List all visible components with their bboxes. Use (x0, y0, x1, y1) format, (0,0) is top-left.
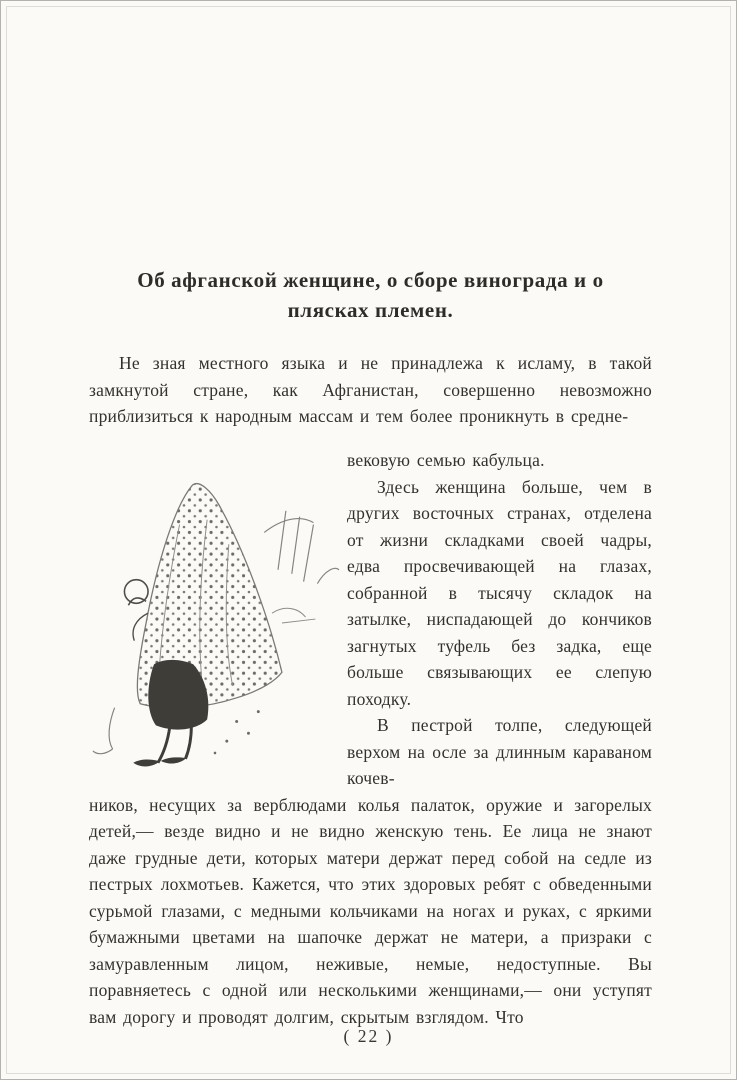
veiled-woman-sketch-icon (89, 473, 341, 773)
illustration (89, 447, 341, 773)
body-text (89, 350, 652, 1030)
page-content (89, 265, 652, 1048)
paragraph-3-start: В пестрой толпе, следующей верхом на осле за длинным караваном кочев- (347, 715, 652, 788)
wrapped-text-column (347, 447, 652, 792)
page-number: ( 22 ) (343, 1026, 394, 1046)
chapter-title-line-2: плясках племен. (287, 298, 454, 322)
paragraph-1-continued: вековую семью кабульца. (347, 450, 545, 470)
paragraph-2: Здесь женщина больше, чем в других восточных странах, отделена от жизни складками своей чадры, едва просвечивающей на глазах, собранной в тысячу складок на затылке, ниспадающей до кончиков загнутых туфель без задка, еще больше связывающих ее слепую походку. (347, 476, 652, 709)
chapter-title-line-1: Об афганской женщине, о сборе винограда и о (137, 268, 604, 292)
illustrated-section (89, 447, 652, 792)
paragraph-1: Не зная местного языка и не принадлежа к исламу, в такой замкнутой стране, как Афганистан, совершенно невозможно приблизиться к народным массам и тем более проникнуть в средне- (89, 353, 652, 426)
chapter-title (89, 265, 652, 325)
paragraph-3-continued: ников, несущих за верблюдами колья палаток, оружие и загорелых детей,— везде видно и не видно женскую тень. Ее лица не знают даже грудные дети, которых матери держат перед собой на седле из пестрых лохмотьев. Кажется, что этих здоровых ребят с обведенными сурьмой глазами, с медными кольчиками на ногах и руках, с яркими бумажными цветами на шапочке держат не матери, а призраки с замуравленным лицом, неживые, немые, недоступные. Вы поравняетесь с одной или несколькими женщинами,— они уступят вам дорогу и проводят долгим, скрытым взглядом. Что (89, 794, 652, 1027)
